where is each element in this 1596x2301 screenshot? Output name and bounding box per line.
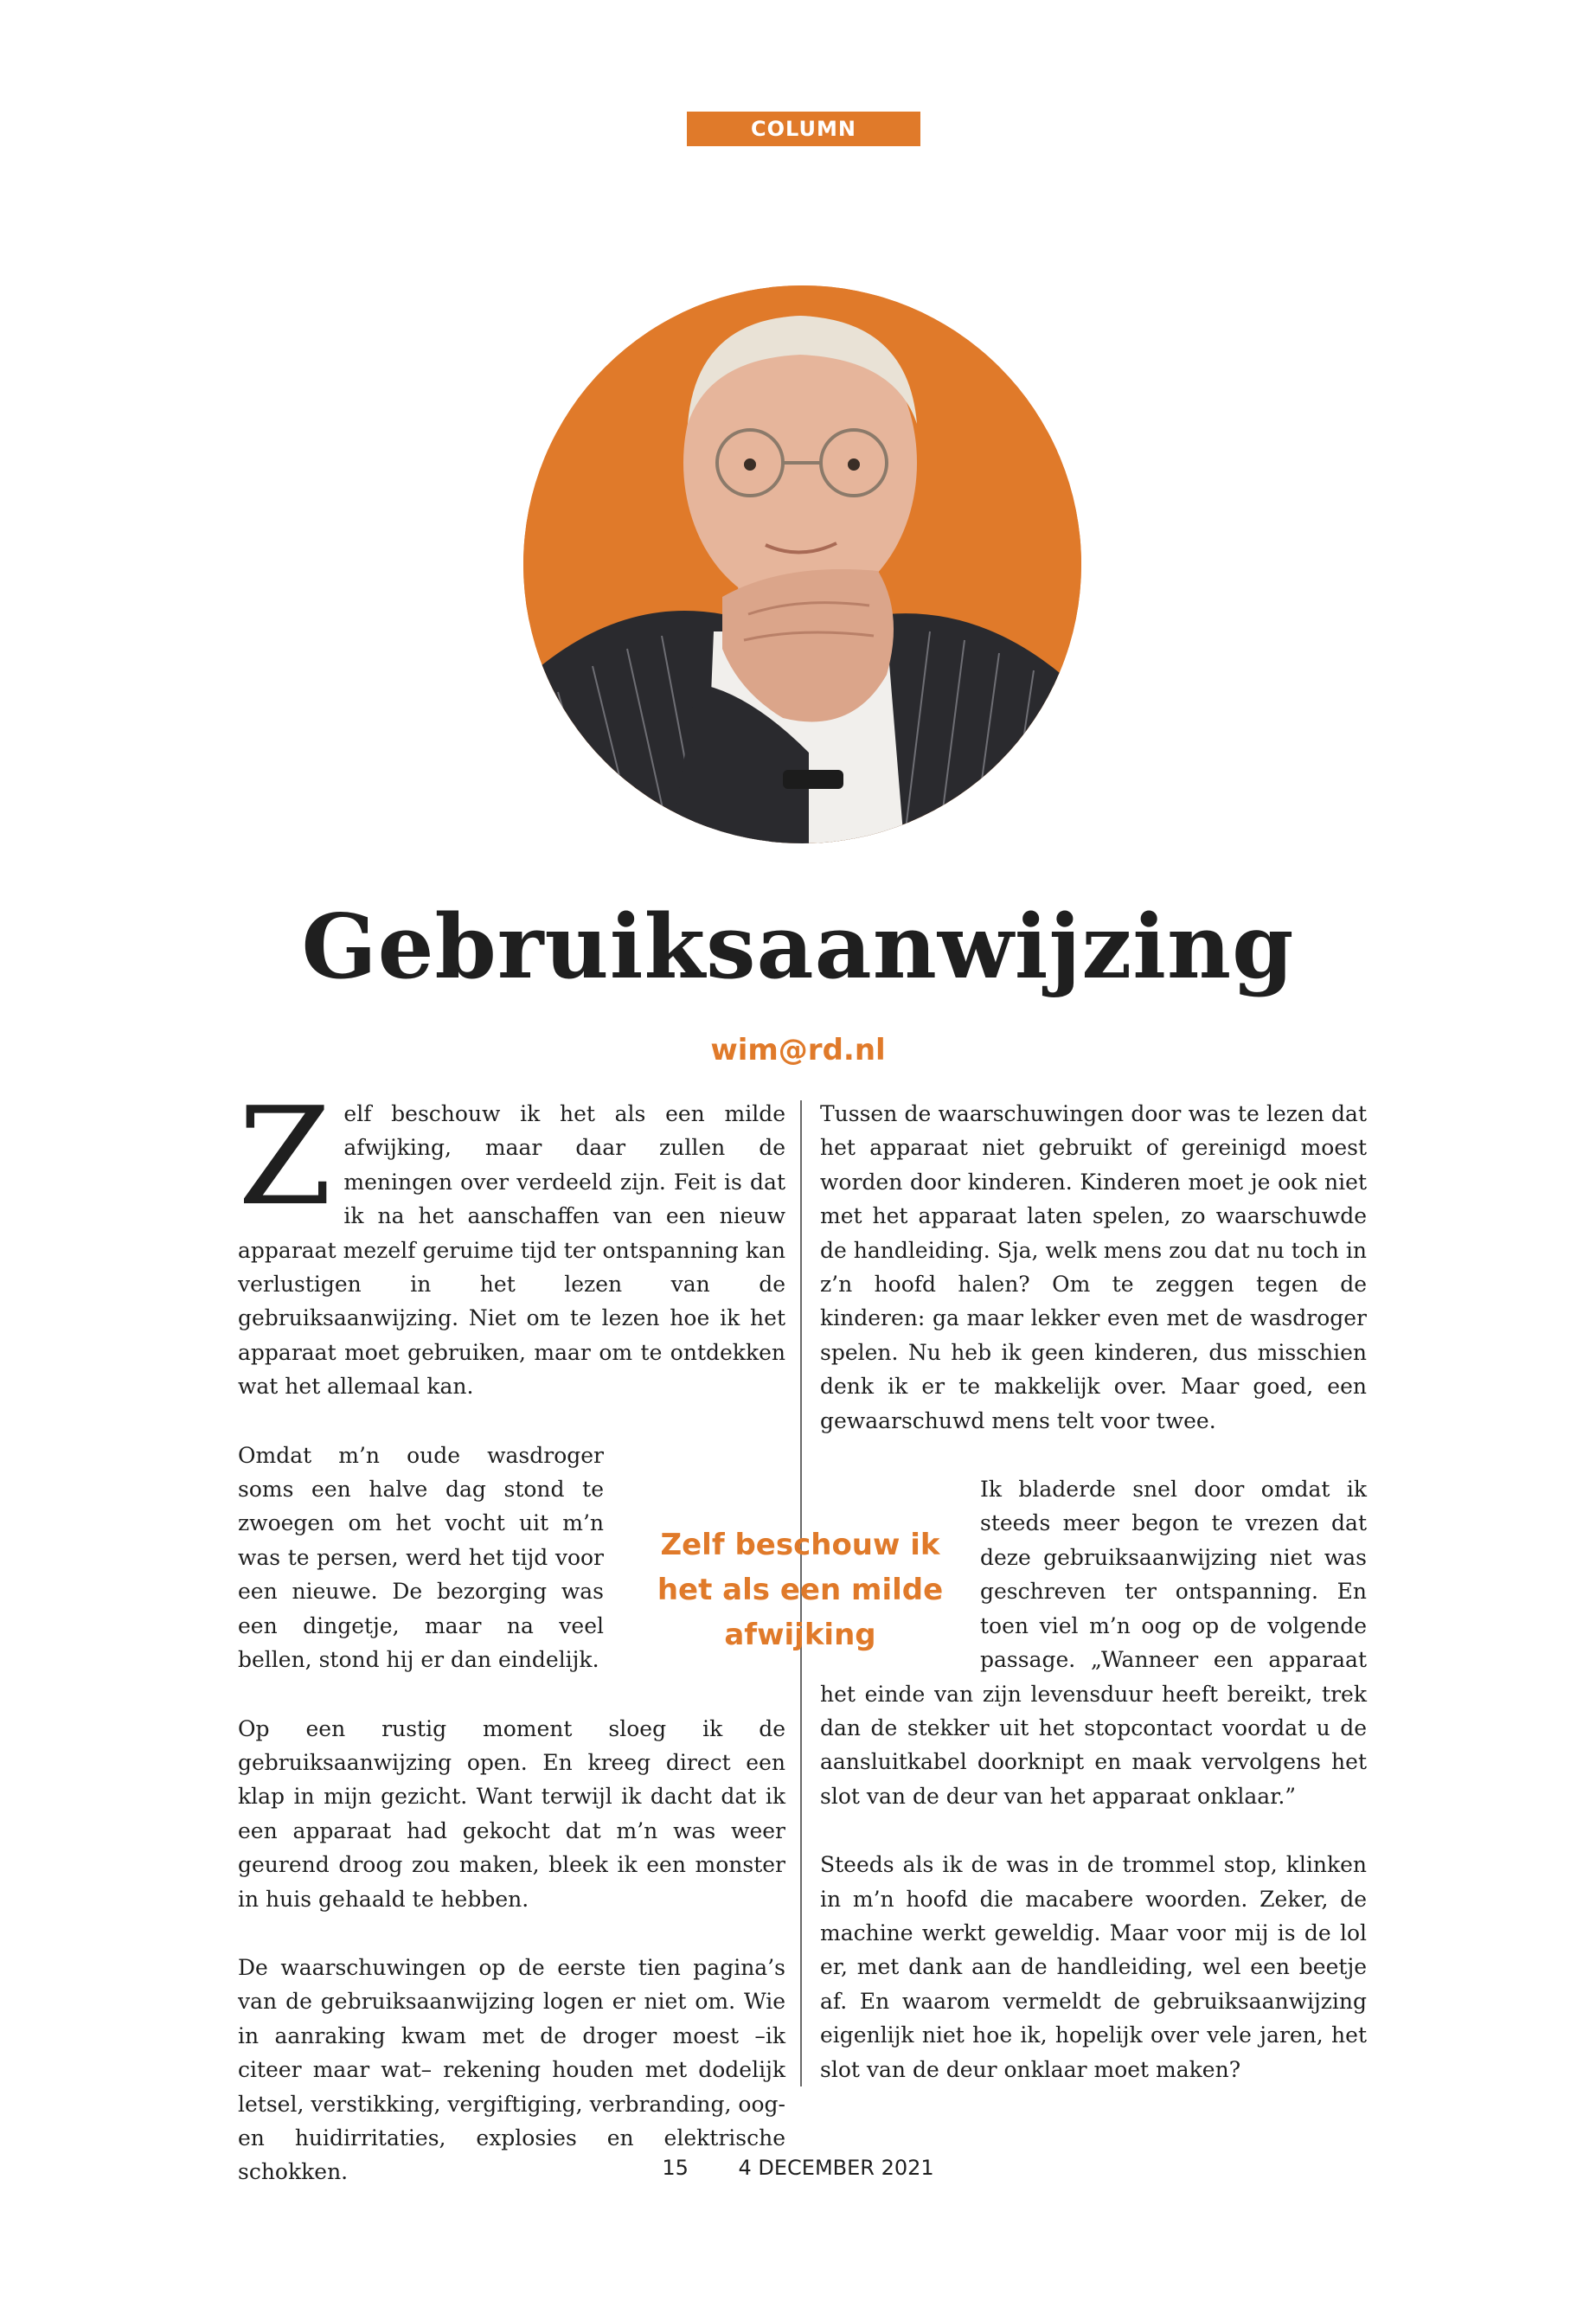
paragraph-3: Op een rustig moment sloeg ik de gebruiksaanwijzing open. En kreeg direct een klap in mijn gezicht. Want terwijl ik dacht dat ik een apparaat had gekocht dat m’n was weer geurend droog zou maken, bleek ik een monster in huis gehaald te hebben. (238, 1715, 785, 1912)
paragraph-6-text: Ik bladerde snel door omdat ik steeds meer begon te vrezen dat deze gebruiksaanwijzing niet was geschreven ter ontspanning. En toen viel m’n oog op de volgende passage. „Wanneer een apparaat het einde van zijn levensduur heeft bereikt, trek dan de stekker uit het stopcontact voordat u de aansluitkabel doorknipt en maak vervolgens het slot van de deur van het apparaat onklaar.” (820, 1477, 1367, 1809)
paragraph-1 (238, 1078, 785, 1404)
author-portrait (523, 285, 1081, 843)
issue-date: 4 DECEMBER 2021 (738, 2156, 934, 2180)
article-title: Gebruiksaanwijzing (301, 895, 1295, 999)
pull-quote: Zelf beschouw ik het als een milde afwijking (657, 1528, 944, 1652)
paragraph-1-text: elf beschouw ik het als een milde afwijking, maar daar zullen de meningen over verdeeld zijn. Feit is dat ik na het aanschaffen van een nieuw apparaat mezelf geruime tijd ter ontspanning kan verlustigen in het lezen van de gebruiksaanwijzing. Niet om te lezen hoe ik het apparaat moet gebruiken, maar om te ontdekken wat het allemaal kan. (238, 1101, 785, 1400)
page-number: 15 (662, 2156, 689, 2180)
section-label: COLUMN (687, 112, 920, 146)
paragraph-7: Steeds als ik de was in de trommel stop, klinken in m’n hoofd die macabere woorden. Zeker, de machine werkt geweldig. Maar voor mij is de lol er, met dank aan de handleiding, wel een beetje af. En waarom vermeldt de gebruiksaanwijzing eigenlijk niet hoe ik, hopelijk over vele jaren, het slot van de deur onklaar moet maken? (820, 1852, 1367, 2082)
drop-cap: Z (238, 1078, 332, 1235)
paragraph-4: De waarschuwingen op de eerste tien pagina’s van de gebruiksaanwijzing logen er niet om. Wie in aanraking kwam met de droger moest –ik citeer maar wat– rekening houden met dodelijk letsel, verstikking, vergiftiging, verbranding, oog- en huidirritaties, explosies en elektrische schokken. (238, 1954, 785, 2185)
left-column (238, 1078, 785, 2224)
paragraph-2-text: Omdat m’n oude wasdroger soms een halve dag stond te zwoegen om het vocht uit m’n was te persen, werd het tijd voor een nieuwe. De bezorging was een dingetje, maar na veel bellen, stond hij er dan eindelijk. (238, 1442, 604, 1673)
page-footer (0, 2154, 1596, 2182)
paragraph-5: Tussen de waarschuwingen door was te lezen dat het apparaat niet gebruikt of gereinigd moest worden door kinderen. Kinderen moet je ook niet met het apparaat laten spelen, zo waarschuwde de handleiding. Sja, welk mens zou dat nu toch in z’n hoofd halen? Om te zeggen tegen de kinderen: ga maar lekker even met de wasdroger spelen. Nu heb ik geen kinderen, dus misschien denk ik er te makkelijk over. Maar goed, een gewaarschuwd mens telt voor twee. (820, 1101, 1367, 1433)
author-email: wim@rd.nl (710, 1033, 886, 1067)
